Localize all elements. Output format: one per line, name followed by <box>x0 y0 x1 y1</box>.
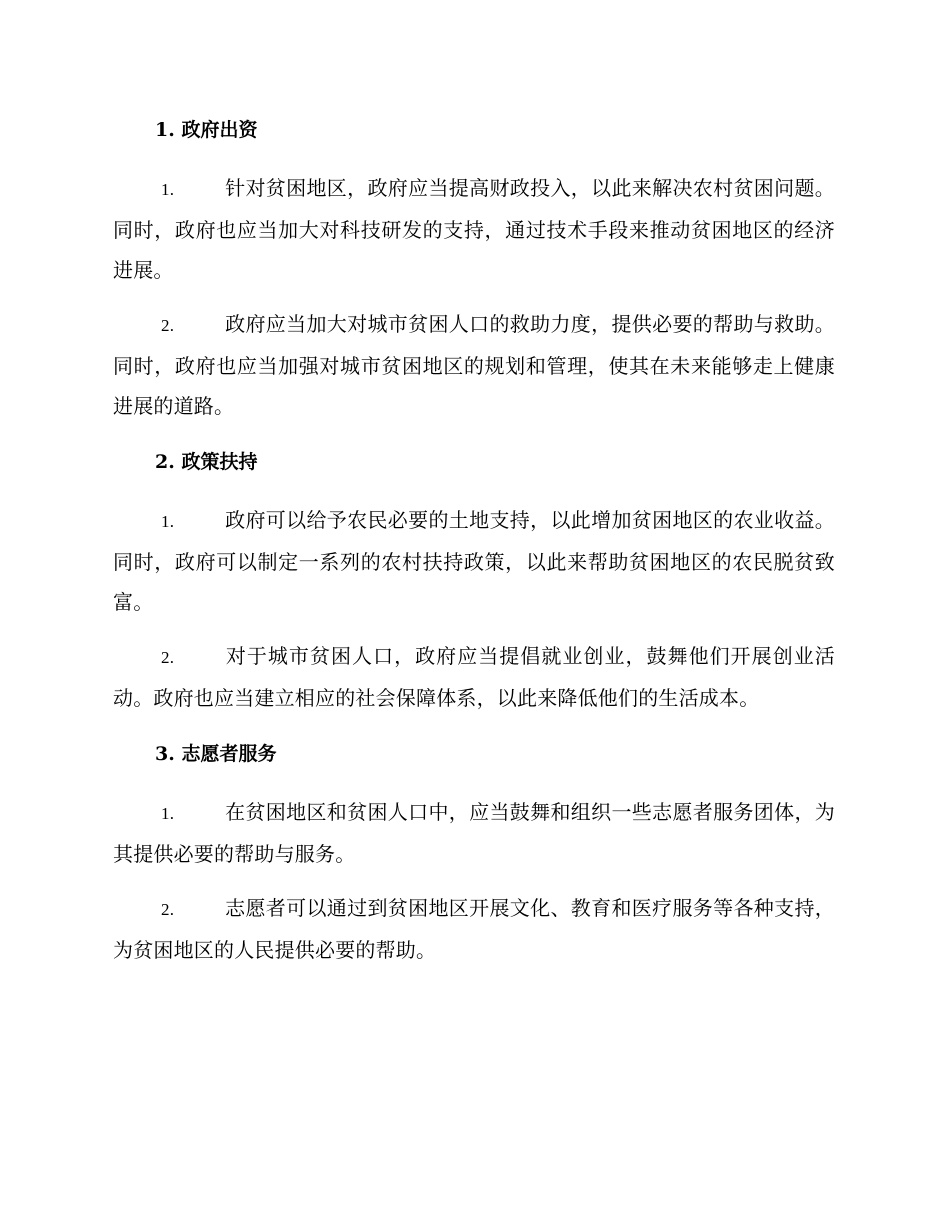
list-item-text: 针对贫困地区，政府应当提高财政投入，以此来解决农村贫困问题。同时，政府也应当加大对科技研发的支持，通过技术手段来推动贫困地区的经济进展。 <box>113 176 835 282</box>
list-item <box>113 304 835 426</box>
list-item-number: 1. <box>161 180 175 199</box>
list-item-number: 2. <box>161 648 175 667</box>
list-item <box>113 168 835 290</box>
list-item <box>113 792 835 874</box>
list-item-number: 1. <box>161 512 175 531</box>
list-item <box>113 500 835 622</box>
section-heading-3: 3. 志愿者服务 <box>155 743 277 765</box>
list-item-number: 1. <box>161 804 175 823</box>
list-item <box>113 888 835 970</box>
list-item-text: 在贫困地区和贫困人口中，应当鼓舞和组织一些志愿者服务团体，为其提供必要的帮助与服务。 <box>113 800 835 866</box>
section-heading-1: 1. 政府出资 <box>155 119 258 141</box>
list-item-number: 2. <box>161 316 175 335</box>
list-item-number: 2. <box>161 900 175 919</box>
list-item <box>113 636 835 718</box>
list-item-text: 政府应当加大对城市贫困人口的救助力度，提供必要的帮助与救助。同时，政府也应当加强对城市贫困地区的规划和管理，使其在未来能够走上健康进展的道路。 <box>113 312 835 418</box>
document-body <box>113 112 835 970</box>
list-item-text: 对于城市贫困人口，政府应当提倡就业创业，鼓舞他们开展创业活动。政府也应当建立相应的社会保障体系，以此来降低他们的生活成本。 <box>113 644 835 710</box>
list-item-text: 政府可以给予农民必要的土地支持，以此增加贫困地区的农业收益。同时，政府可以制定一系列的农村扶持政策，以此来帮助贫困地区的农民脱贫致富。 <box>113 508 835 614</box>
list-item-text: 志愿者可以通过到贫困地区开展文化、教育和医疗服务等各种支持，为贫困地区的人民提供必要的帮助。 <box>113 896 835 962</box>
section-heading-2: 2. 政策扶持 <box>155 451 258 473</box>
